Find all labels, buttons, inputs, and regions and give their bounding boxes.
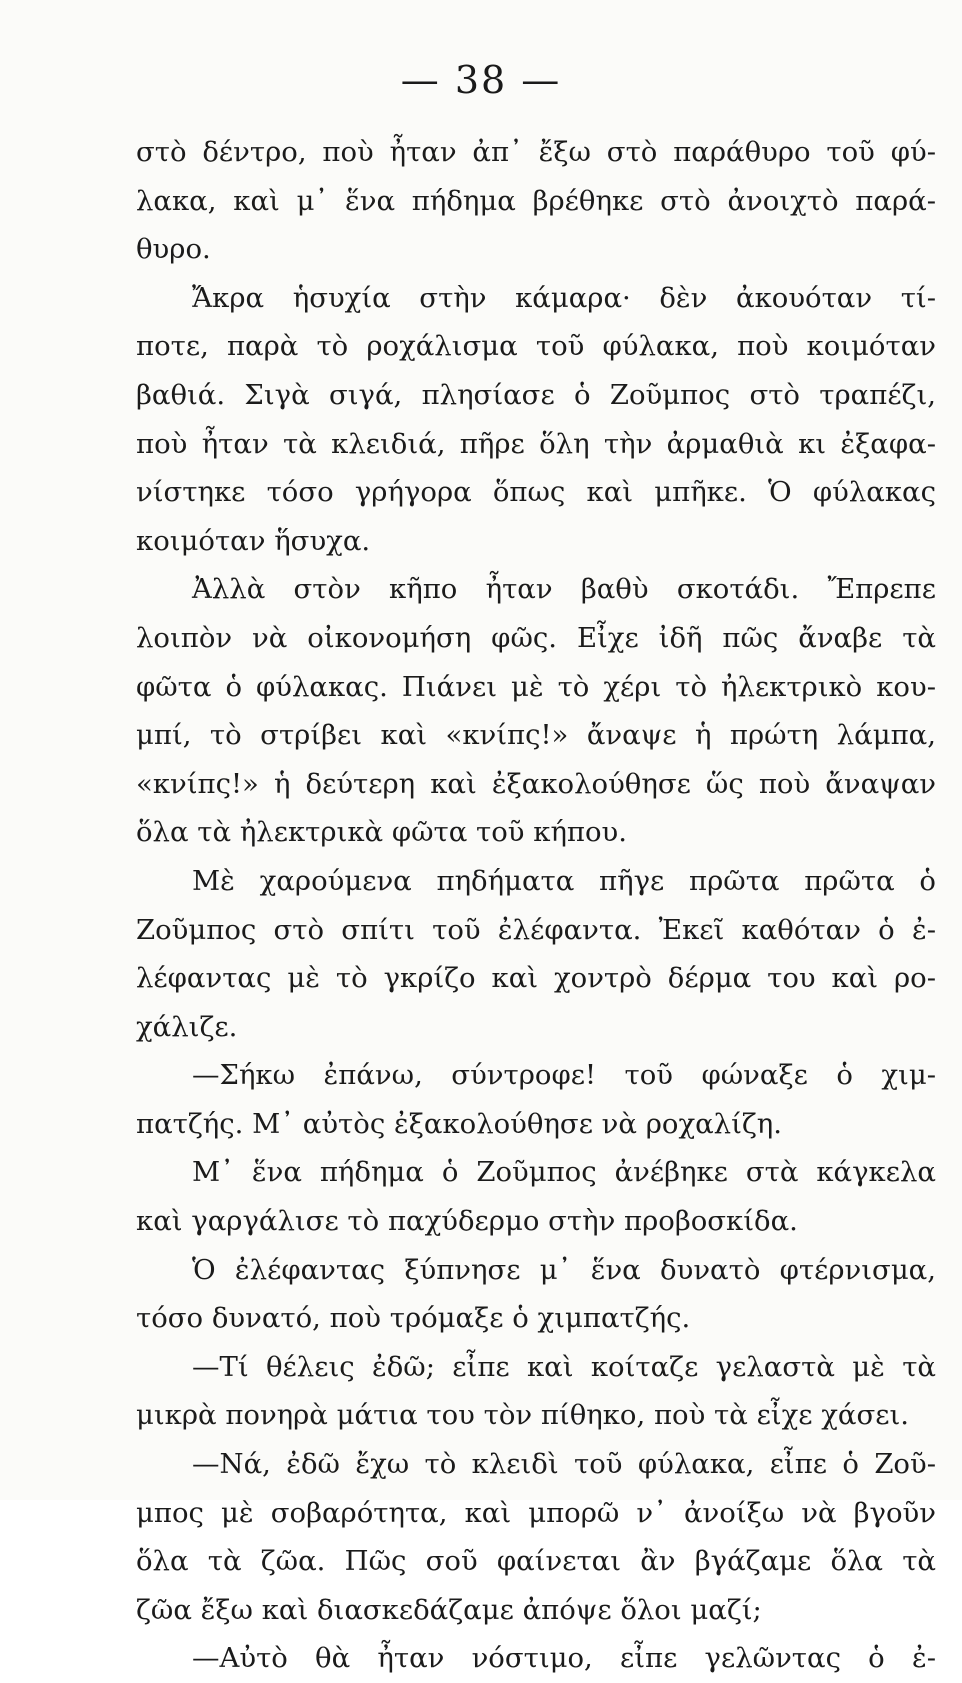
text-line: ὅλα τὰ ἠλεκτρικὰ φῶτα τοῦ κήπου. — [136, 816, 628, 849]
text-line: θυρο. — [136, 233, 211, 266]
text-line: —Σήκω ἐπάνω, σύντροφε! τοῦ φώναξε ὁ χιμ- — [192, 1059, 936, 1092]
text-line: μπί, τὸ στρίβει καὶ «κνίπς!» ἄναψε ἡ πρώτη λάμπα, — [136, 719, 936, 752]
text-line: —Αὐτὸ θὰ ἦταν νόστιμο, εἶπε γελῶντας ὁ ἐ- — [192, 1642, 936, 1675]
text-line: στὸ δέντρο, ποὺ ἦταν ἀπ᾽ ἔξω στὸ παράθυρο τοῦ φύ- — [136, 136, 936, 168]
text-line: χάλιζε. — [136, 1010, 238, 1043]
text-line: μικρὰ πονηρὰ μάτια του τὸν πίθηκο, ποὺ τὰ εἶχε χάσει. — [136, 1399, 910, 1432]
text-line: βαθιά. Σιγὰ σιγά, πλησίασε ὁ Ζοῦμπος στὸ τραπέζι, — [136, 378, 936, 411]
text-line: ὅλα τὰ ζῶα. Πῶς σοῦ φαίνεται ἂν βγάζαμε ὅλα τὰ — [136, 1545, 936, 1578]
text-line: τόσο δυνατό, ποὺ τρόμαξε ὁ χιμπατζής. — [136, 1302, 691, 1335]
text-line: λοιπὸν νὰ οἰκονομήση φῶς. Εἶχε ἰδῆ πῶς ἄναβε τὰ — [136, 621, 936, 654]
text-line: φῶτα ὁ φύλακας. Πιάνει μὲ τὸ χέρι τὸ ἠλεκτρικὸ κου- — [136, 670, 936, 703]
text-line: Ἀλλὰ στὸν κῆπο ἦταν βαθὺ σκοτάδι. Ἔπρεπε — [192, 573, 936, 606]
text-line: Μ᾽ ἕνα πήδημα ὁ Ζοῦμπος ἀνέβηκε στὰ κάγκελα — [192, 1156, 936, 1189]
body-text — [136, 128, 936, 1683]
text-line: Ἄκρα ἡσυχία στὴν κάμαρα· δὲν ἀκουόταν τί- — [192, 281, 936, 314]
text-line: κοιμόταν ἥσυχα. — [136, 524, 371, 557]
text-line: Μὲ χαρούμενα πηδήματα πῆγε πρῶτα πρῶτα ὁ — [192, 864, 936, 897]
text-line: ποτε, παρὰ τὸ ροχάλισμα τοῦ φύλακα, ποὺ κοιμόταν — [136, 330, 936, 363]
text-line: —Νά, ἐδῶ ἔχω τὸ κλειδὶ τοῦ φύλακα, εἶπε ὁ Ζοῦ- — [192, 1448, 936, 1481]
text-line: λακα, καὶ μ᾽ ἕνα πήδημα βρέθηκε στὸ ἀνοιχτὸ παρά- — [136, 184, 936, 217]
text-line: καὶ γαργάλισε τὸ παχύδερμο στὴν προβοσκίδα. — [136, 1205, 798, 1238]
text-line: ζῶα ἔξω καὶ διασκεδάζαμε ἀπόψε ὅλοι μαζί; — [136, 1593, 762, 1626]
text-line: Ζοῦμπος στὸ σπίτι τοῦ ἐλέφαντα. Ἐκεῖ καθόταν ὁ ἐ- — [136, 913, 936, 946]
text-line: νίστηκε τόσο γρήγορα ὅπως καὶ μπῆκε. Ὁ φύλακας — [136, 476, 936, 509]
text-line: «κνίπς!» ἡ δεύτερη καὶ ἐξακολούθησε ὥς ποὺ ἄναψαν — [136, 767, 936, 800]
text-line: μπος μὲ σοβαρότητα, καὶ μπορῶ ν᾽ ἀνοίξω νὰ βγοῦν — [136, 1496, 936, 1529]
text-line: Ὁ ἐλέφαντας ξύπνησε μ᾽ ἕνα δυνατὸ φτέρνισμα, — [192, 1253, 936, 1286]
text-line: ποὺ ἦταν τὰ κλειδιά, πῆρε ὅλη τὴν ἀρμαθιὰ κι ἐξαφα- — [136, 427, 936, 460]
page-number: — 38 — — [400, 58, 562, 102]
text-line: λέφαντας μὲ τὸ γκρίζο καὶ χοντρὸ δέρμα του καὶ ρο- — [136, 962, 936, 995]
text-line: —Τί θέλεις ἐδῶ; εἶπε καὶ κοίταζε γελαστὰ μὲ τὰ — [192, 1350, 936, 1383]
text-line: πατζής. Μ᾽ αὐτὸς ἐξακολούθησε νὰ ροχαλίζη. — [136, 1107, 783, 1140]
